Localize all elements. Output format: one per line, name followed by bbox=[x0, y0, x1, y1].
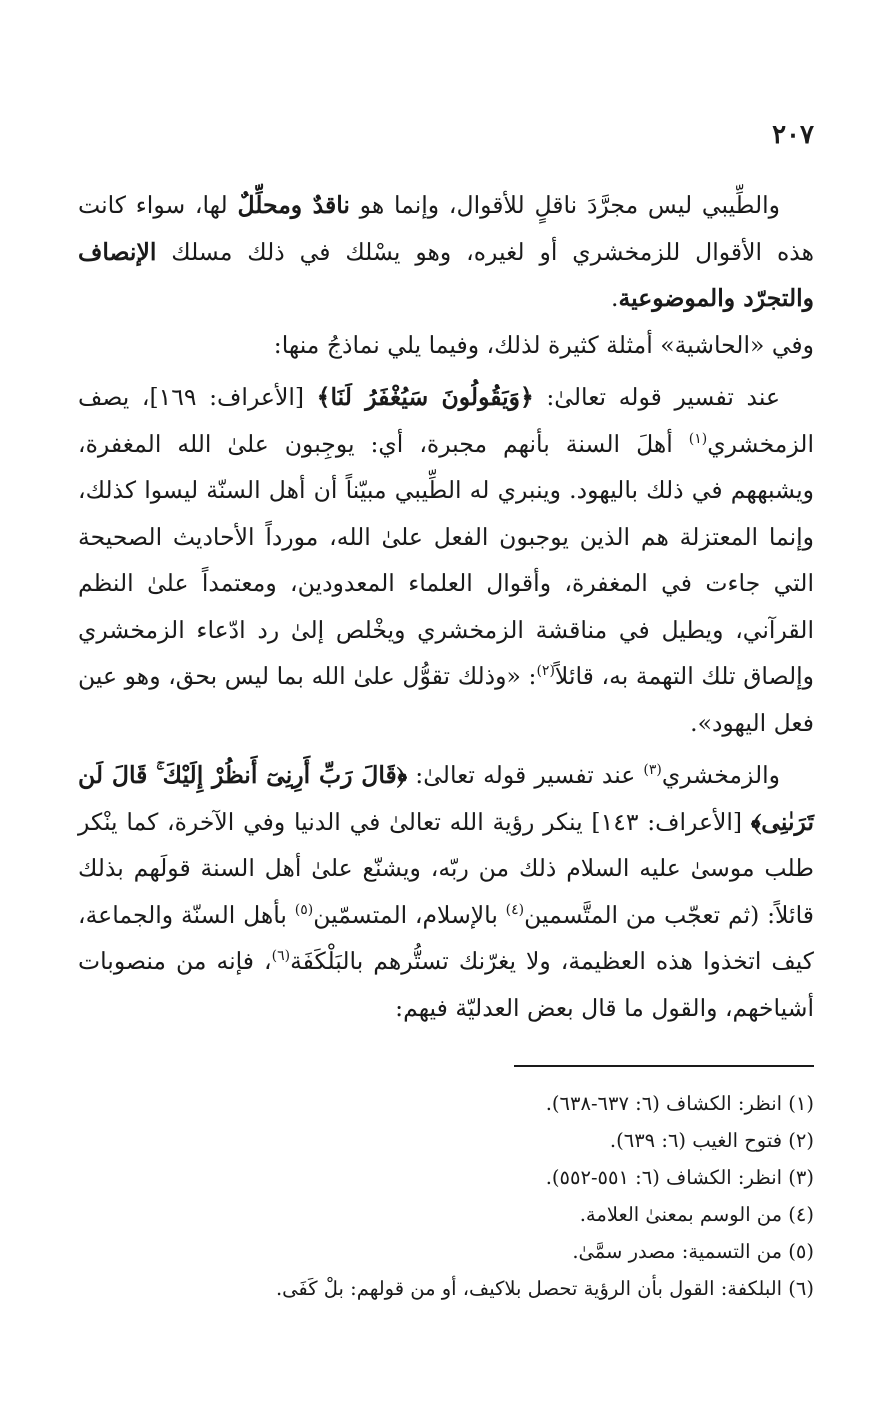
footnote-ref-1[interactable]: (١) bbox=[688, 430, 708, 447]
book-page bbox=[78, 118, 814, 1378]
emphasis-fairness: الإنصاف والتجرّد والموضوعية bbox=[78, 237, 814, 312]
emphasis-critic-analyst: ناقدٌ ومحلِّلٌ bbox=[237, 191, 350, 219]
footnote-ref-3[interactable]: (٣) bbox=[643, 762, 662, 779]
quran-verse: ﴿قَالَ رَبِّ أَرِنِىٓ أَنظُرْ إِلَيْكَ ۚ قَالَ لَن تَرَىٰنِى﴾ bbox=[78, 761, 814, 836]
quran-verse: ﴿وَيَقُولُونَ سَيُغْفَرُ لَنَا﴾ bbox=[316, 383, 534, 411]
text-run: بالإسلام، المتسمّين bbox=[313, 900, 506, 929]
footnote-ref-6[interactable]: (٦) bbox=[271, 948, 291, 965]
text-run: [الأعراف: ١٤٣] ينكر رؤية الله تعالىٰ في الدنيا وفي الآخرة، كما ينْكر طلب موسىٰ عليه السلام ذلك من ربّه، ويشنّع علىٰ أهل السنة قولَهم بذلك قائلاً: (ثم تعجّب من المتَّسمين bbox=[78, 807, 814, 929]
footnote-5: (٥) من التسمية: مصدر سمَّىٰ. bbox=[572, 1240, 814, 1263]
paragraph-examples-intro: وفي «الحاشية» أمثلة كثيرة لذلك، وفيما يلي نماذجُ منها: bbox=[273, 330, 814, 359]
text-run: عند تفسير قوله تعالىٰ: bbox=[533, 383, 780, 411]
footnote-ref-5[interactable]: (٥) bbox=[294, 901, 314, 918]
paragraph-example-one bbox=[78, 374, 814, 746]
footnote-4: (٤) من الوسم بمعنىٰ العلامة. bbox=[579, 1203, 814, 1226]
text-run: [الأعراف: ١٦٩]، يصف الزمخشري bbox=[78, 383, 814, 458]
footnote-divider bbox=[514, 1065, 814, 1067]
text-run: أهلَ السنة بأنهم مجبرة، أي: يوجِبون علىٰ الله المغفرة، ويشبههم في ذلك باليهود. وينبري له الطِّيبي مبيّناً أن أهل السنّة ليسوا كذلك، وإنما المعتزلة هم الذين يوجبون الفعل علىٰ الله، مورداً الأحاديث الصحيحة التي جاءت في المغفرة، وأقوال العلماء المعدودين، ومعتمداً علىٰ النظم القرآني، ويطيل في مناقشة الزمخشري ويخْلص إلىٰ رد ادّعاء الزمخشري وإلصاق تلك التهمة به، قائلاً bbox=[78, 429, 814, 690]
footnote-ref-2[interactable]: (٢) bbox=[536, 663, 555, 680]
footnote-3: (٣) انظر: الكشاف (٦: ٥٥١-٥٥٢). bbox=[545, 1166, 814, 1189]
text-run: لها، سواء كانت هذه الأقوال للزمخشري أو لغيره، وهو يسْلك في ذلك مسلك bbox=[78, 191, 814, 266]
text-run: والزمخشري bbox=[661, 761, 780, 789]
footnote-1: (١) انظر: الكشاف (٦: ٦٣٧-٦٣٨). bbox=[545, 1092, 814, 1115]
text-run: عند تفسير قوله تعالىٰ: bbox=[407, 761, 644, 789]
text-run: . bbox=[611, 284, 619, 312]
paragraph-intro bbox=[78, 182, 814, 322]
page-number: ٢٠٧ bbox=[772, 120, 814, 150]
main-text bbox=[78, 182, 814, 1031]
text-run: ، فإنه من منصوبات أشياخهم، والقول ما قال بعض العدليّة فيهم: bbox=[78, 947, 814, 1022]
footnotes bbox=[78, 1085, 814, 1307]
text-run: والطِّيبي ليس مجرَّدَ ناقلٍ للأقوال، وإنما هو bbox=[349, 191, 781, 219]
paragraph-example-two bbox=[78, 752, 814, 1031]
footnote-ref-4[interactable]: (٤) bbox=[505, 901, 525, 918]
text-run: : «وذلك تقوُّل علىٰ الله بما ليس بحق، وهو عين فعل اليهود». bbox=[78, 662, 814, 737]
footnote-2: (٢) فتوح الغيب (٦: ٦٣٩). bbox=[609, 1129, 814, 1152]
text-run: بأهل السنّة والجماعة، كيف اتخذوا هذه العظيمة، ولا يغرّنك تستُّرهم بالبَلْكَفَة bbox=[78, 900, 814, 975]
footnote-6: (٦) البلكفة: القول بأن الرؤية تحصل بلاكيف، أو من قولهم: بلْ كَفَى. bbox=[275, 1277, 814, 1300]
